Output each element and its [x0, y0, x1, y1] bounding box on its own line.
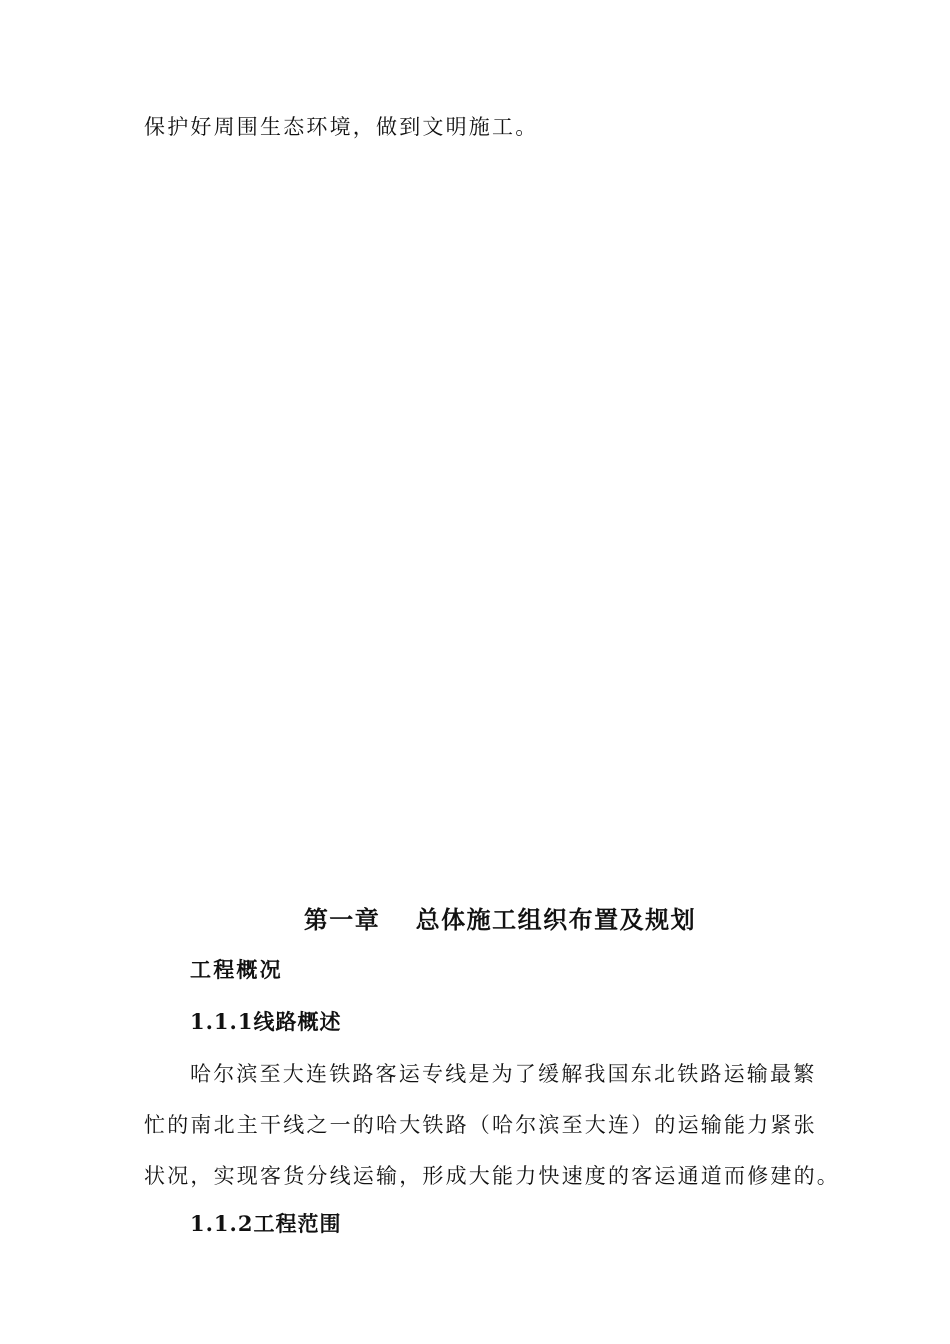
paragraph-line: 哈尔滨至大连铁路客运专线是为了缓解我国东北铁路运输最繁 — [190, 1062, 817, 1086]
paragraph-line: 状况，实现客货分线运输，形成大能力快速度的客运通道而修建的。 — [144, 1164, 840, 1188]
paragraph-line: 忙的南北主干线之一的哈大铁路（哈尔滨至大连）的运输能力紧张 — [144, 1113, 817, 1137]
section-heading: 工程概况 — [190, 957, 283, 983]
subsection-heading-route-overview: 1.1.1线路概述 — [190, 1009, 342, 1034]
subsection-heading-project-scope: 1.1.2工程范围 — [190, 1211, 342, 1236]
carry-over-paragraph: 保护好周围生态环境，做到文明施工。 — [144, 115, 539, 139]
chapter-title: 第一章 总体施工组织布置及规划 — [303, 905, 697, 935]
